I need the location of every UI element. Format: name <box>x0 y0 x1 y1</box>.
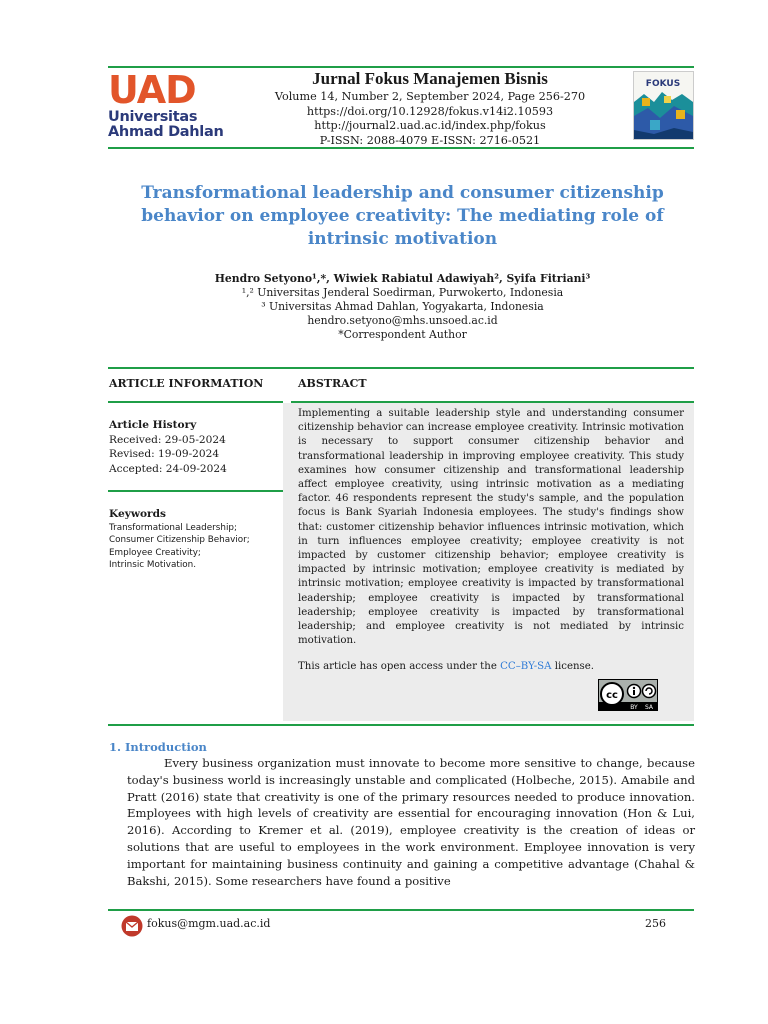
introduction-heading: 1. Introduction <box>109 740 207 754</box>
journal-cover-image <box>633 71 694 140</box>
cover-art-icon <box>634 72 693 139</box>
received-date: Received: 29-05-2024 <box>109 433 226 446</box>
introduction-text: Every business organization must innovate to become more sensitive to change, because today's business world is increasingly unstable and complicated (Holbeche, 2015). Amabile and Pratt (2016) state that creativity is one of the primary resources needed to produce innovation. Employees with high levels of creativity are essential for encouraging innovation (Hon & Lui, 2016). According to Kremer et al. (2019), employee creativity is the creation of ideas or solutions that are useful to employees in the work environment. Employee innovation is very important for maintaining business continuity and gaining a competitive advantage (Chahal & Bakshi, 2015). Some researchers have found a positive <box>127 756 695 888</box>
info-bottom-rule <box>108 724 694 726</box>
abstract-heading: ABSTRACT <box>298 377 367 390</box>
correspondent-note: *Correspondent Author <box>338 328 467 341</box>
keyword-item: Employee Creativity; <box>109 547 201 558</box>
info-top-rule <box>108 367 694 369</box>
article-information-heading: ARTICLE INFORMATION <box>109 377 264 390</box>
journal-info <box>230 68 630 148</box>
article-history-block <box>109 418 227 476</box>
author-names: Hendro Setyono¹,*, Wiwiek Rabiatul Adawiyah², Syifa Fitriani³ <box>214 272 591 285</box>
article-history-heading: Article History <box>109 419 197 431</box>
keywords-list <box>109 522 250 572</box>
journal-name: Jurnal Fokus Manajemen Bisnis <box>312 69 548 88</box>
footer-rule <box>108 909 694 911</box>
svg-text:cc: cc <box>606 690 618 701</box>
author-email[interactable]: hendro.setyono@mhs.unsoed.ac.id <box>307 314 498 327</box>
journal-url[interactable]: http://journal2.uad.ac.id/index.php/fokus <box>314 119 546 132</box>
info-header-rule-left <box>108 401 283 403</box>
keywords-top-rule <box>108 490 283 492</box>
cc-license-icon <box>599 680 657 710</box>
doi-link[interactable]: https://doi.org/10.12928/fokus.v14i2.10593 <box>306 104 554 118</box>
keyword-item: Transformational Leadership; <box>109 523 237 533</box>
affiliation-2: ³ Universitas Ahmad Dahlan, Yogyakarta, Indonesia <box>261 300 544 313</box>
issn-line: P-ISSN: 2088-4079 E-ISSN: 2716-0521 <box>319 133 541 147</box>
revised-date: Revised: 19-09-2024 <box>109 448 220 460</box>
email-icon <box>121 915 143 937</box>
introduction-paragraph <box>127 755 695 889</box>
oa-suffix: license. <box>551 661 595 672</box>
cover-title: FOKUS <box>645 79 681 89</box>
page-number: 256 <box>645 917 666 930</box>
university-logo <box>108 70 228 140</box>
affiliation-1: ¹,² Universitas Jenderal Soedirman, Purwokerto, Indonesia <box>241 286 564 299</box>
footer-email[interactable]: fokus@mgm.uad.ac.id <box>147 917 271 930</box>
cc-sa-label: SA <box>644 704 654 710</box>
oa-prefix: This article has open access under the <box>298 661 501 672</box>
cc-by-label: BY <box>630 704 638 710</box>
logo-line-1: Universitas <box>108 109 198 125</box>
abstract-text: Implementing a suitable leadership style and understanding consumer citizenship behavior can increase employee creativity. Intrinsic motivation is necessary to support consumer citizenship behavior and transformational leadership in improving employee creativity. This study examines how consumer citizenship and transformational leadership affect employee creativity, using intrinsic motivation as a mediating factor. 46 respondents represent the study's sample, and the population focus is Bank Syariah Indonesia employees. The study's findings show that: customer citizenship behavior influences intrinsic motivation, which in turn influences employee creativity; employee creativity is not impacted by customer citizenship behavior; employee creativity is impacted by intrinsic motivation; employee creativity is mediated by intrinsic motivation; employee creativity is impacted by transformational leadership; employee creativity is impacted by transformational leadership; employee creativity is impacted by transformational leadership; and employee creativity is not mediated by intrinsic motivation. <box>298 408 684 647</box>
keyword-item: Intrinsic Motivation. <box>109 560 197 571</box>
author-block <box>120 272 685 342</box>
volume-line: Volume 14, Number 2, September 2024, Page 256-270 <box>274 90 586 103</box>
keywords-heading: Keywords <box>109 508 167 520</box>
keyword-item: Consumer Citizenship Behavior; <box>109 535 250 546</box>
logo-line-2: Ahmad Dahlan <box>108 124 224 140</box>
logo-uad-text: UAD <box>108 68 196 112</box>
accepted-date: Accepted: 24-09-2024 <box>109 462 227 475</box>
cc-by-sa-badge[interactable] <box>598 679 658 711</box>
license-link[interactable]: CC–BY-SA <box>500 661 552 672</box>
open-access-note <box>298 661 594 672</box>
paper-title: Transformational leadership and consumer citizenship behavior on employee creativity: The mediating role of intrinsic motivation <box>141 183 664 249</box>
